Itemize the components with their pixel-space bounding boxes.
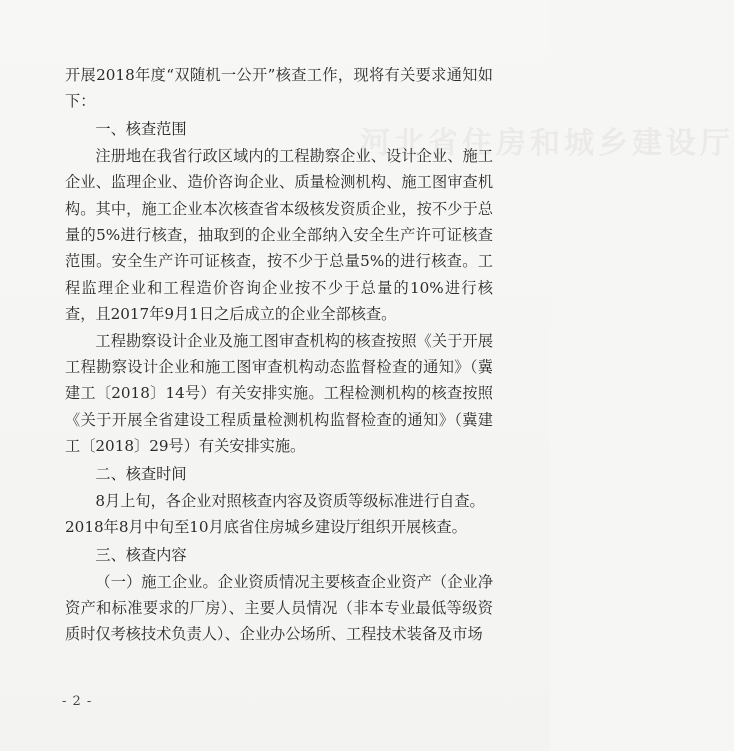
paragraph-intro: 开展2018年度“双随机一公开”核查工作，现将有关要求通知如下： (65, 66, 493, 111)
document-body (65, 62, 493, 648)
paragraph-time-2: 2018年8月中旬至10月底省住房城乡建设厅组织开展核查。 (65, 518, 467, 537)
paragraph-survey-design: 工程勘察设计企业及施工图审查机构的核查按照《关于开展工程勘察设计企业和施工图审查机构动态监督检查的通知》（冀建工〔2018〕14号）有关安排实施。工程检测机构的核查按照《关于开展全省建设工程质量检测机构监督检查的通知》（冀建工〔2018〕29号）有关安排实施。 (65, 331, 493, 456)
paragraph-time-1: 8月上旬，各企业对照核查内容及资质等级标准进行自查。 (95, 491, 485, 510)
paragraph-construction: （一）施工企业。企业资质情况主要核查企业资产（企业净资产和标准要求的厂房）、主要人员情况（非本专业最低等级资质时仅考核技术负责人）、企业办公场所、工程技术装备及市场 (65, 572, 493, 644)
heading-time: 二、核查时间 (95, 464, 187, 483)
paragraph-scope: 注册地在我省行政区域内的工程勘察企业、设计企业、施工企业、监理企业、造价咨询企业、质量检测机构、施工图审查机构。其中，施工企业本次核查省本级核发资质企业，按不少于总量的5%进行核查，抽取到的企业全部纳入安全生产许可证核查范围。安全生产许可证核查，按不少于总量5%的进行核查。工程监理企业和工程造价咨询企业按不少于总量的10%进行核查，且2017年9月1日之后成立的企业全部核查。 (65, 146, 493, 324)
watermark-text: 河北省住房和城乡建设厅 (360, 126, 734, 161)
heading-scope: 一、核查范围 (95, 119, 187, 138)
page-number: - 2 - (62, 694, 93, 709)
heading-content: 三、核查内容 (95, 545, 187, 564)
